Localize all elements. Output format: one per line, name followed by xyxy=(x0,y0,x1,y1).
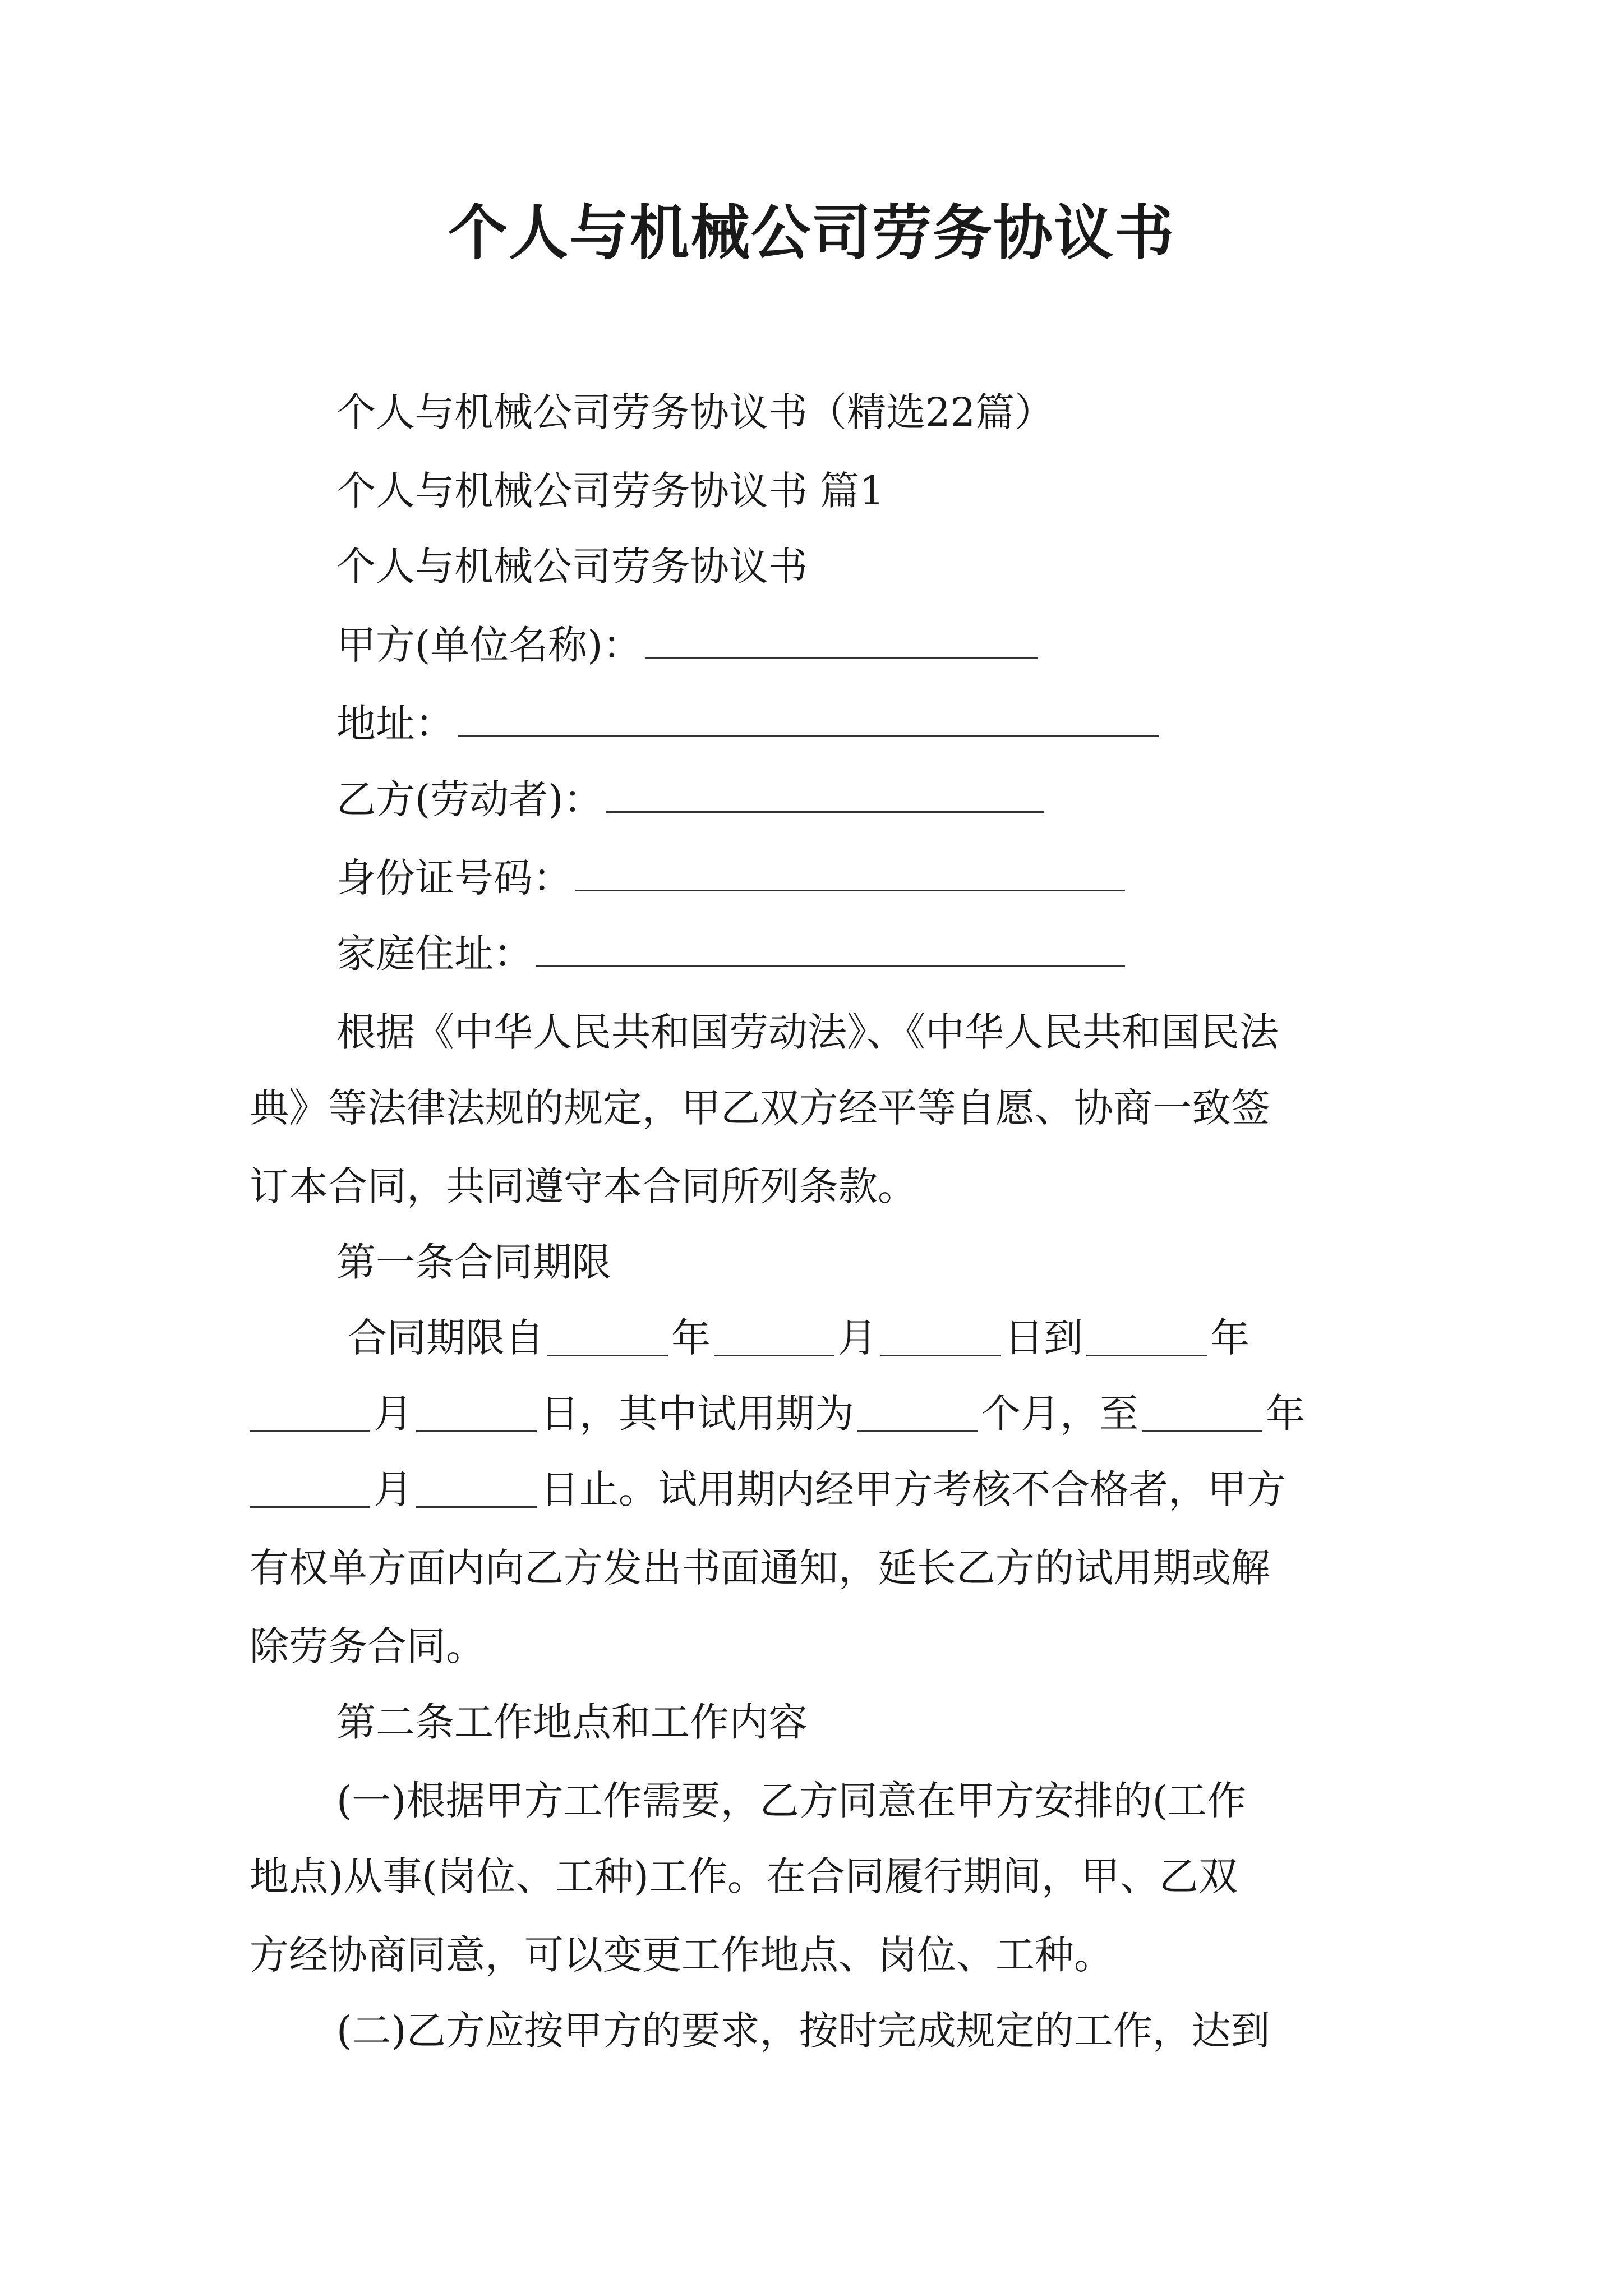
month-blank xyxy=(250,1471,370,1508)
term-text: 月 xyxy=(838,1315,877,1361)
intro-line: 典》等法律法规的规定，甲乙双方经平等自愿、协商一致签 xyxy=(250,1085,1270,1131)
term-text: 合同期限自 xyxy=(348,1315,544,1361)
article2-line: (一)根据甲方工作需要，乙方同意在甲方安排的(工作 xyxy=(336,1778,1246,1824)
year-blank xyxy=(547,1320,668,1356)
section-heading: 个人与机械公司劳务协议书 篇1 xyxy=(336,468,884,514)
term-text: 日止。试用期内经甲方考核不合格者，甲方 xyxy=(540,1466,1286,1512)
article1-line: 有权单方面内向乙方发出书面通知，延长乙方的试用期或解 xyxy=(250,1545,1270,1591)
day-blank xyxy=(880,1320,1001,1356)
document-heading: 个人与机械公司劳务协议书 xyxy=(336,544,808,590)
probation-blank xyxy=(857,1396,978,1432)
day-blank xyxy=(416,1471,537,1508)
term-text: 日到 xyxy=(1004,1315,1083,1361)
term-text: 日，其中试用期为 xyxy=(540,1391,854,1437)
party-b-field xyxy=(336,769,1486,830)
address-field xyxy=(336,693,1486,754)
page-title: 个人与机械公司劳务协议书 xyxy=(448,197,1175,268)
article2-line: 地点)从事(岗位、工种)工作。在合同履行期间，甲、乙双 xyxy=(250,1853,1238,1899)
id-number-blank xyxy=(575,856,1125,891)
term-text: 年 xyxy=(671,1315,711,1361)
term-text: 月 xyxy=(374,1466,413,1512)
home-address-field xyxy=(336,923,1486,984)
term-text: 月 xyxy=(374,1391,413,1437)
term-text: 个月，至 xyxy=(981,1391,1138,1437)
intro-line: 根据《中华人民共和国劳动法》、《中华人民共和国民法 xyxy=(336,1009,1279,1055)
home-address-label: 家庭住址： xyxy=(336,931,533,977)
month-blank xyxy=(714,1320,834,1356)
id-number-field xyxy=(336,847,1486,909)
address-blank xyxy=(458,702,1159,737)
year-blank xyxy=(1142,1396,1262,1432)
term-text: 年 xyxy=(1210,1315,1249,1361)
id-number-label: 身份证号码： xyxy=(336,855,572,901)
article1-line: 除劳务合同。 xyxy=(250,1623,485,1669)
article2-line: 方经协商同意，可以变更工作地点、岗位、工种。 xyxy=(250,1932,1113,1978)
month-blank xyxy=(250,1396,370,1432)
term-row xyxy=(250,1383,1394,1444)
term-row xyxy=(250,1458,1394,1520)
party-b-label: 乙方(劳动者)： xyxy=(336,776,603,822)
party-b-blank xyxy=(606,777,1044,813)
article2-heading: 第二条工作地点和工作内容 xyxy=(336,1699,808,1745)
term-row xyxy=(348,1307,1385,1369)
party-a-field xyxy=(336,614,1486,676)
term-text: 年 xyxy=(1266,1391,1305,1437)
year-blank xyxy=(1086,1320,1207,1356)
home-address-blank xyxy=(536,932,1125,967)
intro-line: 订本合同，共同遵守本合同所列条款。 xyxy=(250,1163,917,1209)
day-blank xyxy=(416,1396,537,1432)
document-subtitle: 个人与机械公司劳务协议书（精选22篇） xyxy=(336,389,1054,435)
party-a-label: 甲方(单位名称)： xyxy=(336,622,642,668)
address-label: 地址： xyxy=(336,701,454,747)
article2-line: (二)乙方应按甲方的要求，按时完成规定的工作，达到 xyxy=(336,2008,1270,2054)
article1-heading: 第一条合同期限 xyxy=(336,1239,611,1285)
party-a-blank xyxy=(645,623,1038,659)
